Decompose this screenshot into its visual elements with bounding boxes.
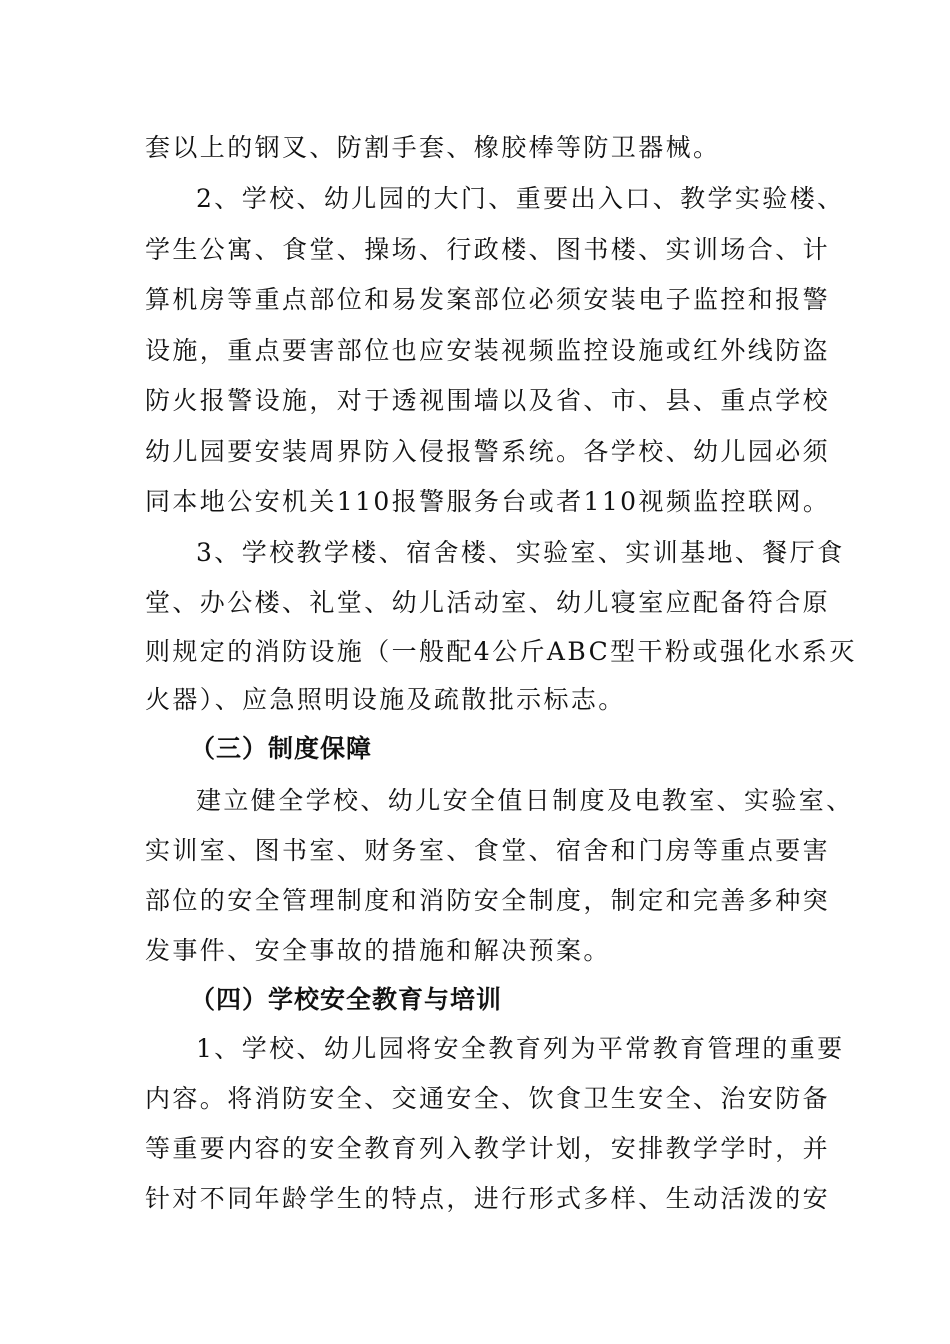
text-line: 学生公寓、食堂、操场、行政楼、图书楼、实训场合、计 [145, 235, 831, 264]
text-line: 部位的安全管理制度和消防安全制度，制定和完善多种突 [145, 886, 831, 915]
text-line: 同本地公安机关110报警服务台或者110视频监控联网。 [145, 487, 831, 516]
text-line: 1、学校、幼儿园将安全教育列为平常教育管理的重要 [196, 1034, 845, 1063]
text-line: 内容。将消防安全、交通安全、饮食卫生安全、治安防备 [145, 1084, 831, 1113]
text-line: 等重要内容的安全教育列入教学计划，安排教学学时，并 [145, 1134, 831, 1163]
text-line: 3、学校教学楼、宿舍楼、实验室、实训基地、餐厅食 [196, 538, 845, 567]
text-line: 套以上的钢叉、防割手套、橡胶棒等防卫器械。 [145, 133, 721, 162]
text-line: 建立健全学校、幼儿安全值日制度及电教室、实验室、 [196, 786, 854, 815]
text-line: 火器）、应急照明设施及疏散批示标志。 [145, 685, 626, 714]
text-line: 幼儿园要安装周界防入侵报警系统。各学校、幼儿园必须 [145, 437, 831, 466]
text-line: 堂、办公楼、礼堂、幼儿活动室、幼儿寝室应配备符合原 [145, 588, 831, 617]
section-heading-4: （四）学校安全教育与培训 [190, 985, 503, 1014]
text-line: 针对不同年龄学生的特点，进行形式多样、生动活泼的安 [145, 1184, 831, 1213]
section-heading-3: （三）制度保障 [190, 734, 373, 763]
text-line: 则规定的消防设施（一般配4公斤ABC型干粉或强化水系灭 [145, 637, 857, 666]
text-line: 算机房等重点部位和易发案部位必须安装电子监控和报警 [145, 285, 831, 314]
text-line: 发事件、安全事故的措施和解决预案。 [145, 936, 611, 965]
text-line: 实训室、图书室、财务室、食堂、宿舍和门房等重点要害 [145, 836, 831, 865]
text-line: 2、学校、幼儿园的大门、重要出入口、教学实验楼、 [196, 184, 845, 213]
text-line: 设施，重点要害部位也应安装视频监控设施或红外线防盗 [145, 336, 831, 365]
text-line: 防火报警设施，对于透视围墙以及省、市、县、重点学校 [145, 386, 831, 415]
